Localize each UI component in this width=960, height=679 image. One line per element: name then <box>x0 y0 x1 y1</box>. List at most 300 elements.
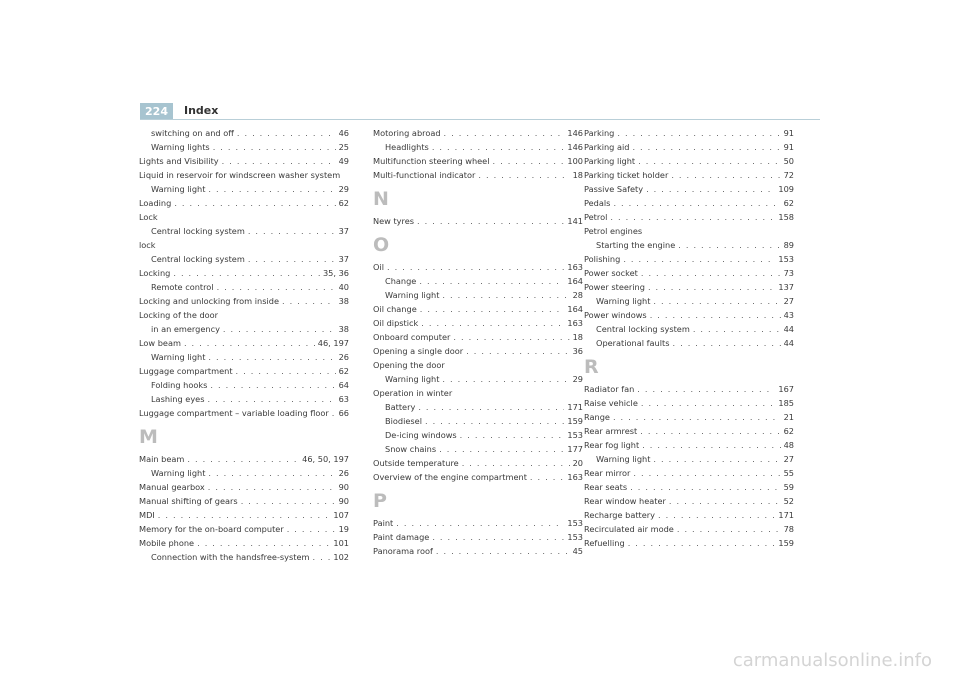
index-entry <box>139 294 349 308</box>
index-term: Multifunction steering wheel <box>373 156 490 166</box>
index-column-2 <box>373 126 583 558</box>
index-page-ref[interactable]: 55 <box>783 468 794 478</box>
index-term: Liquid in reservoir for windscreen washer system <box>139 170 341 180</box>
index-page-ref[interactable]: 90 <box>338 482 349 492</box>
index-term: Warning light <box>385 374 440 384</box>
watermark: carmanualsonline.info <box>732 650 932 671</box>
index-term: Folding hooks <box>151 380 208 390</box>
dot-leader <box>417 214 564 228</box>
index-term: Multi-functional indicator <box>373 170 476 180</box>
index-subentry <box>139 350 349 364</box>
index-subentry <box>584 452 794 466</box>
index-letter-heading: N <box>373 188 389 210</box>
index-page-ref[interactable]: 26 <box>338 468 349 478</box>
index-page-ref[interactable]: 45 <box>572 546 583 556</box>
index-term: Motoring abroad <box>373 128 441 138</box>
index-entry <box>373 168 583 182</box>
index-entry <box>373 344 583 358</box>
index-subentry <box>373 288 583 302</box>
index-term: Outside temperature <box>373 458 459 468</box>
index-page-ref[interactable]: 20 <box>572 458 583 468</box>
index-term: Manual gearbox <box>139 482 205 492</box>
index-subentry <box>373 372 583 386</box>
index-term: Rear window heater <box>584 496 666 506</box>
dot-leader <box>642 438 780 452</box>
index-entry <box>584 508 794 522</box>
index-entry <box>584 126 794 140</box>
index-term: Operation in winter <box>373 388 453 398</box>
index-page-ref[interactable]: 46, 50, 197 <box>302 454 349 464</box>
dot-leader <box>462 456 570 470</box>
dot-leader <box>174 196 335 210</box>
index-term: Paint damage <box>373 532 430 542</box>
dot-leader <box>658 508 775 522</box>
dot-leader <box>208 466 335 480</box>
index-page-ref[interactable]: 48 <box>783 440 794 450</box>
dot-leader <box>387 260 564 274</box>
index-subentry <box>139 126 349 140</box>
index-term: Warning light <box>151 184 206 194</box>
header-rule <box>140 119 820 120</box>
index-page-ref[interactable]: 102 <box>333 552 349 562</box>
index-entry <box>139 266 349 280</box>
index-page-ref[interactable]: 163 <box>567 262 583 272</box>
index-page-ref[interactable]: 107 <box>333 510 349 520</box>
index-page-ref[interactable]: 146 <box>567 128 583 138</box>
index-term: in an emergency <box>151 324 220 334</box>
index-subentry <box>139 466 349 480</box>
index-page-ref[interactable]: 185 <box>778 398 794 408</box>
dot-leader <box>671 168 780 182</box>
index-entry <box>139 522 349 536</box>
page-number: 224 <box>140 103 173 120</box>
index-page-ref[interactable]: 62 <box>338 198 349 208</box>
index-entry <box>373 470 583 484</box>
index-page-ref[interactable]: 73 <box>783 268 794 278</box>
index-entry <box>373 126 583 140</box>
index-entry <box>373 530 583 544</box>
index-term: Locking of the door <box>139 310 219 320</box>
dot-leader <box>208 182 335 196</box>
index-entry <box>373 358 583 372</box>
dot-leader <box>197 536 330 550</box>
index-page-ref[interactable]: 44 <box>783 324 794 334</box>
index-term: Headlights <box>385 142 429 152</box>
index-entry <box>139 210 349 224</box>
index-entry <box>373 544 583 558</box>
index-term: Lock <box>139 212 158 222</box>
index-entry <box>139 536 349 550</box>
index-page-ref[interactable]: 35, 36 <box>322 268 349 278</box>
index-page-ref[interactable]: 171 <box>778 510 794 520</box>
index-page-ref[interactable]: 52 <box>783 496 794 506</box>
index-term: Locking <box>139 268 171 278</box>
index-term: De-icing windows <box>385 430 457 440</box>
dot-leader <box>630 480 780 494</box>
index-page-ref[interactable]: 43 <box>783 310 794 320</box>
dot-leader <box>396 516 564 530</box>
index-term: Warning light <box>151 352 206 362</box>
dot-leader <box>187 452 299 466</box>
index-term: Rear fog light <box>584 440 640 450</box>
index-term: Warning light <box>596 296 651 306</box>
index-term: Panorama roof <box>373 546 433 556</box>
dot-leader <box>282 294 336 308</box>
index-page-ref[interactable]: 109 <box>778 184 794 194</box>
index-entry <box>584 252 794 266</box>
index-entry <box>139 406 349 420</box>
index-term: Opening the door <box>373 360 445 370</box>
index-subentry <box>373 414 583 428</box>
index-term: Manual shifting of gears <box>139 496 238 506</box>
index-page-ref[interactable]: 146 <box>567 142 583 152</box>
index-term: Power socket <box>584 268 638 278</box>
dot-leader <box>678 238 780 252</box>
index-page-ref[interactable]: 38 <box>338 324 349 334</box>
index-page-ref[interactable]: 46 <box>338 128 349 138</box>
index-term: Main beam <box>139 454 185 464</box>
dot-leader <box>632 140 780 154</box>
dot-leader <box>628 536 776 550</box>
index-subentry <box>584 238 794 252</box>
index-subentry <box>139 322 349 336</box>
index-entry <box>584 140 794 154</box>
dot-leader <box>530 470 564 484</box>
index-subentry <box>139 378 349 392</box>
index-term: Passive Safety <box>584 184 644 194</box>
index-page-ref[interactable]: 18 <box>572 332 583 342</box>
index-letter-heading: O <box>373 234 390 256</box>
dot-leader <box>633 466 780 480</box>
index-page-ref[interactable]: 36 <box>572 346 583 356</box>
index-page-ref[interactable]: 19 <box>338 524 349 534</box>
index-page-ref[interactable]: 90 <box>338 496 349 506</box>
dot-leader <box>677 522 781 536</box>
index-term: Parking <box>584 128 615 138</box>
index-term: Loading <box>139 198 172 208</box>
index-page-ref[interactable]: 153 <box>778 254 794 264</box>
index-page-ref[interactable]: 37 <box>338 254 349 264</box>
dot-leader <box>213 140 336 154</box>
index-term: Oil <box>373 262 384 272</box>
index-subentry <box>139 182 349 196</box>
dot-leader <box>158 508 331 522</box>
index-page-ref[interactable]: 26 <box>338 352 349 362</box>
index-page-ref[interactable]: 159 <box>778 538 794 548</box>
dot-leader <box>648 280 775 294</box>
dot-leader <box>418 400 564 414</box>
index-page-ref[interactable]: 158 <box>778 212 794 222</box>
index-page-ref[interactable]: 62 <box>338 366 349 376</box>
index-entry <box>584 182 794 196</box>
index-term: Parking aid <box>584 142 630 152</box>
index-term: Opening a single door <box>373 346 464 356</box>
index-page-ref[interactable]: 78 <box>783 524 794 534</box>
index-page-ref[interactable]: 100 <box>567 156 583 166</box>
index-page-ref[interactable]: 91 <box>783 128 794 138</box>
index-subentry <box>584 336 794 350</box>
index-subentry <box>373 140 583 154</box>
dot-leader <box>478 168 569 182</box>
dot-leader <box>646 182 775 196</box>
index-column-3 <box>584 126 794 550</box>
index-term: Biodiesel <box>385 416 422 426</box>
index-entry <box>373 456 583 470</box>
index-subentry <box>373 400 583 414</box>
index-entry <box>584 438 794 452</box>
dot-leader <box>432 530 564 544</box>
index-term: Remote control <box>151 282 214 292</box>
dot-leader <box>248 252 336 266</box>
index-entry <box>139 364 349 378</box>
index-term: Warning light <box>151 468 206 478</box>
index-term: Battery <box>385 402 416 412</box>
index-entry <box>139 238 349 252</box>
dot-leader <box>623 252 775 266</box>
index-term: Parking ticket holder <box>584 170 669 180</box>
index-page-ref[interactable]: 49 <box>338 156 349 166</box>
dot-leader <box>444 126 565 140</box>
index-entry <box>584 224 794 238</box>
dot-leader <box>237 126 336 140</box>
index-letter-heading: P <box>373 490 387 512</box>
index-page-ref[interactable]: 18 <box>572 170 583 180</box>
index-entry <box>584 410 794 424</box>
index-entry <box>139 494 349 508</box>
dot-leader <box>313 550 331 564</box>
dot-leader <box>420 302 565 316</box>
dot-leader <box>637 382 775 396</box>
dot-leader <box>223 322 336 336</box>
dot-leader <box>248 224 336 238</box>
dot-leader <box>653 452 780 466</box>
index-subentry <box>139 392 349 406</box>
index-term: Warning light <box>385 290 440 300</box>
index-page-ref[interactable]: 171 <box>567 402 583 412</box>
index-entry <box>584 522 794 536</box>
index-term: Range <box>584 412 610 422</box>
index-page-ref[interactable]: 63 <box>338 394 349 404</box>
index-page-ref[interactable]: 137 <box>778 282 794 292</box>
index-page-ref[interactable]: 72 <box>783 170 794 180</box>
index-term: Operational faults <box>596 338 670 348</box>
index-page-ref[interactable]: 164 <box>567 304 583 314</box>
index-page-ref[interactable]: 21 <box>783 412 794 422</box>
index-term: Petrol engines <box>584 226 643 236</box>
index-page-ref[interactable]: 64 <box>338 380 349 390</box>
dot-leader <box>442 372 569 386</box>
index-term: Luggage compartment <box>139 366 233 376</box>
index-term: Recirculated air mode <box>584 524 674 534</box>
index-term: Low beam <box>139 338 181 348</box>
index-page-ref[interactable]: 46, 197 <box>317 338 349 348</box>
dot-leader <box>453 330 569 344</box>
index-page-ref[interactable]: 59 <box>783 482 794 492</box>
dot-leader <box>432 140 565 154</box>
dot-leader <box>210 378 335 392</box>
index-page-ref[interactable]: 159 <box>567 416 583 426</box>
index-term: Snow chains <box>385 444 437 454</box>
index-entry <box>584 196 794 210</box>
index-term: Memory for the on-board computer <box>139 524 284 534</box>
dot-leader <box>638 154 780 168</box>
index-page-ref[interactable]: 50 <box>783 156 794 166</box>
index-page-ref[interactable]: 44 <box>783 338 794 348</box>
dot-leader <box>173 266 320 280</box>
index-entry <box>584 536 794 550</box>
index-term: Polishing <box>584 254 621 264</box>
index-entry <box>584 266 794 280</box>
index-page-ref[interactable]: 27 <box>783 454 794 464</box>
index-page-ref[interactable]: 40 <box>338 282 349 292</box>
index-term: Warning light <box>596 454 651 464</box>
index-entry <box>139 308 349 322</box>
index-page-ref[interactable]: 28 <box>572 290 583 300</box>
index-subentry <box>373 442 583 456</box>
index-term: Onboard computer <box>373 332 451 342</box>
dot-leader <box>439 442 564 456</box>
index-page-ref[interactable]: 25 <box>338 142 349 152</box>
index-page-ref[interactable]: 29 <box>572 374 583 384</box>
index-page-ref[interactable]: 89 <box>783 240 794 250</box>
index-entry <box>139 480 349 494</box>
index-term: Luggage compartment – variable loading floor <box>139 408 329 418</box>
index-term: Change <box>385 276 417 286</box>
index-entry <box>373 260 583 274</box>
index-page-ref[interactable]: 38 <box>338 296 349 306</box>
index-term: Power windows <box>584 310 647 320</box>
index-term: Connection with the handsfree-system <box>151 552 310 562</box>
index-term: Mobile phone <box>139 538 195 548</box>
dot-leader <box>641 396 775 410</box>
index-entry <box>584 466 794 480</box>
dot-leader <box>217 280 336 294</box>
index-term: Oil dipstick <box>373 318 419 328</box>
index-term: Lights and Visibility <box>139 156 219 166</box>
index-term: Lashing eyes <box>151 394 205 404</box>
index-page-ref[interactable]: 164 <box>567 276 583 286</box>
index-term: Locking and unlocking from inside <box>139 296 280 306</box>
index-page-ref[interactable]: 141 <box>567 216 583 226</box>
index-column-1 <box>139 126 349 564</box>
index-term: Raise vehicle <box>584 398 638 408</box>
index-entry <box>373 316 583 330</box>
index-page-ref[interactable]: 177 <box>567 444 583 454</box>
index-term: Recharge battery <box>584 510 656 520</box>
index-entry <box>139 508 349 522</box>
dot-leader <box>617 126 780 140</box>
index-entry <box>584 168 794 182</box>
index-page-ref[interactable]: 62 <box>783 198 794 208</box>
index-entry <box>584 480 794 494</box>
index-page-ref[interactable]: 27 <box>783 296 794 306</box>
index-page-ref[interactable]: 163 <box>567 318 583 328</box>
index-page-ref[interactable]: 66 <box>338 408 349 418</box>
index-page-ref[interactable]: 153 <box>567 532 583 542</box>
index-term: Central locking system <box>151 254 245 264</box>
index-entry <box>373 302 583 316</box>
dot-leader <box>466 344 569 358</box>
index-entry <box>139 168 349 182</box>
index-entry <box>584 424 794 438</box>
dot-leader <box>425 414 564 428</box>
index-subentry <box>373 274 583 288</box>
dot-leader <box>442 288 569 302</box>
dot-leader <box>236 364 336 378</box>
page-title: Index <box>184 104 219 117</box>
index-entry <box>139 154 349 168</box>
index-entry <box>584 308 794 322</box>
index-entry <box>584 396 794 410</box>
index-subentry <box>139 140 349 154</box>
index-term: lock <box>139 240 156 250</box>
dot-leader <box>613 196 780 210</box>
dot-leader <box>208 480 336 494</box>
index-term: Central locking system <box>596 324 690 334</box>
index-entry <box>584 494 794 508</box>
index-term: Pedals <box>584 198 611 208</box>
index-term: Parking light <box>584 156 636 166</box>
dot-leader <box>222 154 336 168</box>
index-subentry <box>584 322 794 336</box>
dot-leader <box>419 274 564 288</box>
index-page-ref[interactable]: 153 <box>567 430 583 440</box>
index-entry <box>584 280 794 294</box>
index-term: Power steering <box>584 282 645 292</box>
dot-leader <box>693 322 781 336</box>
index-term: Overview of the engine compartment <box>373 472 527 482</box>
index-term: Starting the engine <box>596 240 676 250</box>
index-term: Central locking system <box>151 226 245 236</box>
dot-leader <box>207 392 335 406</box>
index-subentry <box>139 224 349 238</box>
index-term: MDI <box>139 510 155 520</box>
index-page-ref[interactable]: 91 <box>783 142 794 152</box>
index-subentry <box>139 252 349 266</box>
index-entry <box>373 214 583 228</box>
index-entry <box>373 386 583 400</box>
index-entry <box>373 330 583 344</box>
index-page-ref[interactable]: 101 <box>333 538 349 548</box>
index-letter-heading: M <box>139 426 158 448</box>
index-subentry <box>373 428 583 442</box>
index-page-ref[interactable]: 37 <box>338 226 349 236</box>
index-entry <box>373 516 583 530</box>
index-entry <box>584 210 794 224</box>
index-page-ref[interactable]: 163 <box>567 472 583 482</box>
index-term: Oil change <box>373 304 417 314</box>
index-letter-heading: R <box>584 356 599 378</box>
dot-leader <box>610 210 775 224</box>
index-page-ref[interactable]: 29 <box>338 184 349 194</box>
dot-leader <box>460 428 565 442</box>
dot-leader <box>653 294 780 308</box>
dot-leader <box>332 406 336 420</box>
index-page-ref[interactable]: 153 <box>567 518 583 528</box>
dot-leader <box>613 410 781 424</box>
index-entry <box>139 336 349 350</box>
index-entry <box>139 452 349 466</box>
index-term: Rear armrest <box>584 426 638 436</box>
index-page-ref[interactable]: 167 <box>778 384 794 394</box>
index-term: Paint <box>373 518 394 528</box>
dot-leader <box>436 544 570 558</box>
index-term: switching on and off <box>151 128 234 138</box>
index-subentry <box>584 294 794 308</box>
index-term: Rear mirror <box>584 468 631 478</box>
index-term: Radiator fan <box>584 384 635 394</box>
index-page-ref[interactable]: 62 <box>783 426 794 436</box>
